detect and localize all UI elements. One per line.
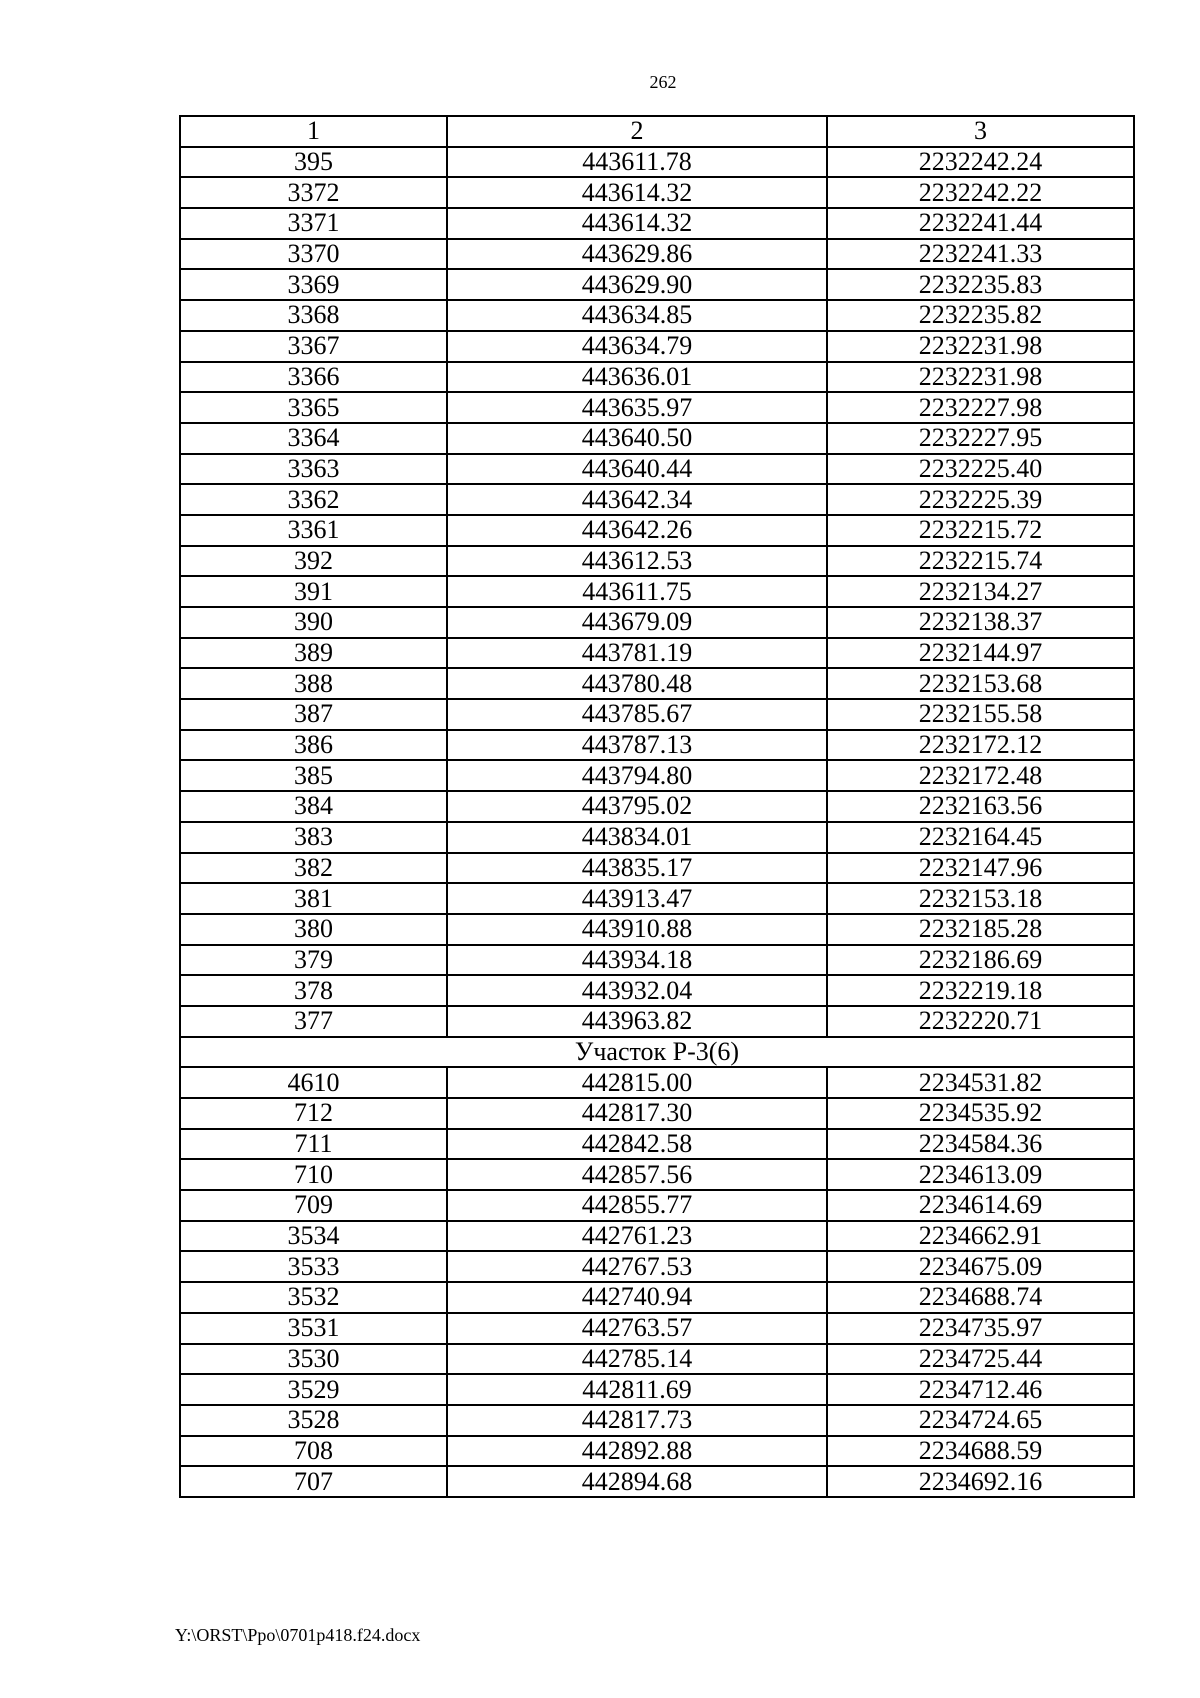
table-row — [180, 576, 1134, 607]
table-row — [180, 853, 1134, 884]
y-coordinate-cell: 2232241.33 — [827, 239, 1134, 270]
y-coordinate-cell: 2232231.98 — [827, 362, 1134, 393]
point-number-cell: 385 — [180, 760, 447, 791]
point-number-cell: 4610 — [180, 1067, 447, 1098]
x-coordinate-cell: 443835.17 — [447, 853, 827, 884]
table-row — [180, 914, 1134, 945]
table-row — [180, 699, 1134, 730]
x-coordinate-cell: 443834.01 — [447, 822, 827, 853]
point-number-cell: 389 — [180, 638, 447, 669]
point-number-cell: 710 — [180, 1159, 447, 1190]
x-coordinate-cell: 443611.75 — [447, 576, 827, 607]
file-path-footer: Y:\ORST\Ppo\0701p418.f24.docx — [175, 1625, 421, 1645]
table-row — [180, 1098, 1134, 1129]
point-number-cell: 3365 — [180, 392, 447, 423]
y-coordinate-cell: 2234692.16 — [827, 1466, 1134, 1497]
point-number-cell: 380 — [180, 914, 447, 945]
point-number-cell: 388 — [180, 668, 447, 699]
y-coordinate-cell: 2234724.65 — [827, 1405, 1134, 1436]
x-coordinate-cell: 443780.48 — [447, 668, 827, 699]
point-number-cell: 3534 — [180, 1221, 447, 1252]
table-row — [180, 1221, 1134, 1252]
point-number-cell: 381 — [180, 883, 447, 914]
table-row — [180, 362, 1134, 393]
y-coordinate-cell: 2232147.96 — [827, 853, 1134, 884]
y-coordinate-cell: 2232185.28 — [827, 914, 1134, 945]
x-coordinate-cell: 443640.44 — [447, 454, 827, 485]
table-row — [180, 1436, 1134, 1467]
y-coordinate-cell: 2232227.98 — [827, 392, 1134, 423]
table-row — [180, 1466, 1134, 1497]
point-number-cell: 707 — [180, 1466, 447, 1497]
y-coordinate-cell: 2232144.97 — [827, 638, 1134, 669]
y-coordinate-cell: 2234712.46 — [827, 1374, 1134, 1405]
table-row — [180, 638, 1134, 669]
point-number-cell: 3530 — [180, 1344, 447, 1375]
table-row — [180, 1251, 1134, 1282]
y-coordinate-cell: 2232172.48 — [827, 760, 1134, 791]
x-coordinate-cell: 443785.67 — [447, 699, 827, 730]
header-cell: 3 — [827, 116, 1134, 147]
point-number-cell: 3368 — [180, 300, 447, 331]
y-coordinate-cell: 2232186.69 — [827, 945, 1134, 976]
point-number-cell: 386 — [180, 730, 447, 761]
y-coordinate-cell: 2232235.83 — [827, 269, 1134, 300]
y-coordinate-cell: 2232153.18 — [827, 883, 1134, 914]
y-coordinate-cell: 2232163.56 — [827, 791, 1134, 822]
y-coordinate-cell: 2232235.82 — [827, 300, 1134, 331]
point-number-cell: 377 — [180, 1006, 447, 1037]
point-number-cell: 379 — [180, 945, 447, 976]
x-coordinate-cell: 443612.53 — [447, 546, 827, 577]
x-coordinate-cell: 443781.19 — [447, 638, 827, 669]
table-row — [180, 791, 1134, 822]
x-coordinate-cell: 443794.80 — [447, 760, 827, 791]
x-coordinate-cell: 443635.97 — [447, 392, 827, 423]
point-number-cell: 378 — [180, 975, 447, 1006]
table-row — [180, 822, 1134, 853]
table-row — [180, 1282, 1134, 1313]
table-row — [180, 945, 1134, 976]
point-number-cell: 3529 — [180, 1374, 447, 1405]
table-row — [180, 760, 1134, 791]
x-coordinate-cell: 443679.09 — [447, 607, 827, 638]
point-number-cell: 709 — [180, 1190, 447, 1221]
y-coordinate-cell: 2234613.09 — [827, 1159, 1134, 1190]
x-coordinate-cell: 443913.47 — [447, 883, 827, 914]
point-number-cell: 383 — [180, 822, 447, 853]
x-coordinate-cell: 442811.69 — [447, 1374, 827, 1405]
section-row — [180, 1037, 1134, 1068]
point-number-cell: 3531 — [180, 1313, 447, 1344]
x-coordinate-cell: 442817.30 — [447, 1098, 827, 1129]
x-coordinate-cell: 443614.32 — [447, 208, 827, 239]
table-row — [180, 1374, 1134, 1405]
y-coordinate-cell: 2232225.39 — [827, 484, 1134, 515]
point-number-cell: 3367 — [180, 331, 447, 362]
x-coordinate-cell: 443910.88 — [447, 914, 827, 945]
table-row — [180, 1344, 1134, 1375]
y-coordinate-cell: 2232242.22 — [827, 177, 1134, 208]
y-coordinate-cell: 2232153.68 — [827, 668, 1134, 699]
table-row — [180, 392, 1134, 423]
point-number-cell: 395 — [180, 147, 447, 178]
x-coordinate-cell: 443963.82 — [447, 1006, 827, 1037]
table-row — [180, 1313, 1134, 1344]
x-coordinate-cell: 442892.88 — [447, 1436, 827, 1467]
y-coordinate-cell: 2234535.92 — [827, 1098, 1134, 1129]
x-coordinate-cell: 443614.32 — [447, 177, 827, 208]
point-number-cell: 711 — [180, 1129, 447, 1160]
y-coordinate-cell: 2234531.82 — [827, 1067, 1134, 1098]
y-coordinate-cell: 2232227.95 — [827, 423, 1134, 454]
table-row — [180, 239, 1134, 270]
x-coordinate-cell: 443634.85 — [447, 300, 827, 331]
header-cell: 1 — [180, 116, 447, 147]
y-coordinate-cell: 2232138.37 — [827, 607, 1134, 638]
x-coordinate-cell: 442894.68 — [447, 1466, 827, 1497]
y-coordinate-cell: 2234735.97 — [827, 1313, 1134, 1344]
table-row — [180, 484, 1134, 515]
x-coordinate-cell: 443611.78 — [447, 147, 827, 178]
table-row — [180, 1067, 1134, 1098]
y-coordinate-cell: 2232225.40 — [827, 454, 1134, 485]
x-coordinate-cell: 443642.26 — [447, 515, 827, 546]
table-row — [180, 300, 1134, 331]
x-coordinate-cell: 442855.77 — [447, 1190, 827, 1221]
x-coordinate-cell: 442815.00 — [447, 1067, 827, 1098]
point-number-cell: 3372 — [180, 177, 447, 208]
y-coordinate-cell: 2232172.12 — [827, 730, 1134, 761]
y-coordinate-cell: 2232242.24 — [827, 147, 1134, 178]
table-row — [180, 1006, 1134, 1037]
point-number-cell: 390 — [180, 607, 447, 638]
y-coordinate-cell: 2232220.71 — [827, 1006, 1134, 1037]
table-row — [180, 454, 1134, 485]
table-row — [180, 1159, 1134, 1190]
point-number-cell: 3371 — [180, 208, 447, 239]
point-number-cell: 384 — [180, 791, 447, 822]
table-row — [180, 177, 1134, 208]
point-number-cell: 392 — [180, 546, 447, 577]
y-coordinate-cell: 2232241.44 — [827, 208, 1134, 239]
y-coordinate-cell: 2232219.18 — [827, 975, 1134, 1006]
point-number-cell: 3369 — [180, 269, 447, 300]
x-coordinate-cell: 442761.23 — [447, 1221, 827, 1252]
y-coordinate-cell: 2234688.74 — [827, 1282, 1134, 1313]
table-row — [180, 269, 1134, 300]
x-coordinate-cell: 443640.50 — [447, 423, 827, 454]
x-coordinate-cell: 443787.13 — [447, 730, 827, 761]
x-coordinate-cell: 442857.56 — [447, 1159, 827, 1190]
table-row — [180, 515, 1134, 546]
x-coordinate-cell: 442785.14 — [447, 1344, 827, 1375]
point-number-cell: 387 — [180, 699, 447, 730]
table-row — [180, 546, 1134, 577]
point-number-cell: 3361 — [180, 515, 447, 546]
point-number-cell: 712 — [180, 1098, 447, 1129]
y-coordinate-cell: 2234662.91 — [827, 1221, 1134, 1252]
table-row — [180, 147, 1134, 178]
table-row — [180, 668, 1134, 699]
table-row — [180, 883, 1134, 914]
table-row — [180, 607, 1134, 638]
x-coordinate-cell: 442817.73 — [447, 1405, 827, 1436]
point-number-cell: 3533 — [180, 1251, 447, 1282]
x-coordinate-cell: 443932.04 — [447, 975, 827, 1006]
coordinates-table — [179, 115, 1135, 1498]
y-coordinate-cell: 2232231.98 — [827, 331, 1134, 362]
x-coordinate-cell: 443636.01 — [447, 362, 827, 393]
point-number-cell: 382 — [180, 853, 447, 884]
table-row — [180, 1190, 1134, 1221]
x-coordinate-cell: 442763.57 — [447, 1313, 827, 1344]
point-number-cell: 3366 — [180, 362, 447, 393]
x-coordinate-cell: 443634.79 — [447, 331, 827, 362]
point-number-cell: 3362 — [180, 484, 447, 515]
table-row — [180, 331, 1134, 362]
point-number-cell: 3363 — [180, 454, 447, 485]
point-number-cell: 3364 — [180, 423, 447, 454]
y-coordinate-cell: 2234584.36 — [827, 1129, 1134, 1160]
point-number-cell: 3370 — [180, 239, 447, 270]
header-cell: 2 — [447, 116, 827, 147]
table-row — [180, 975, 1134, 1006]
table-header-row — [180, 116, 1134, 147]
point-number-cell: 3532 — [180, 1282, 447, 1313]
y-coordinate-cell: 2234675.09 — [827, 1251, 1134, 1282]
x-coordinate-cell: 443795.02 — [447, 791, 827, 822]
x-coordinate-cell: 442767.53 — [447, 1251, 827, 1282]
table-row — [180, 1129, 1134, 1160]
point-number-cell: 391 — [180, 576, 447, 607]
x-coordinate-cell: 442740.94 — [447, 1282, 827, 1313]
x-coordinate-cell: 443629.86 — [447, 239, 827, 270]
x-coordinate-cell: 443642.34 — [447, 484, 827, 515]
section-title: Участок Р-3(6) — [180, 1037, 1134, 1068]
y-coordinate-cell: 2234614.69 — [827, 1190, 1134, 1221]
y-coordinate-cell: 2232155.58 — [827, 699, 1134, 730]
x-coordinate-cell: 443629.90 — [447, 269, 827, 300]
page-number: 262 — [649, 72, 677, 92]
x-coordinate-cell: 443934.18 — [447, 945, 827, 976]
x-coordinate-cell: 442842.58 — [447, 1129, 827, 1160]
y-coordinate-cell: 2234688.59 — [827, 1436, 1134, 1467]
point-number-cell: 3528 — [180, 1405, 447, 1436]
y-coordinate-cell: 2232215.74 — [827, 546, 1134, 577]
table-row — [180, 1405, 1134, 1436]
point-number-cell: 708 — [180, 1436, 447, 1467]
y-coordinate-cell: 2234725.44 — [827, 1344, 1134, 1375]
table-row — [180, 423, 1134, 454]
y-coordinate-cell: 2232215.72 — [827, 515, 1134, 546]
table-row — [180, 730, 1134, 761]
table-row — [180, 208, 1134, 239]
y-coordinate-cell: 2232134.27 — [827, 576, 1134, 607]
y-coordinate-cell: 2232164.45 — [827, 822, 1134, 853]
